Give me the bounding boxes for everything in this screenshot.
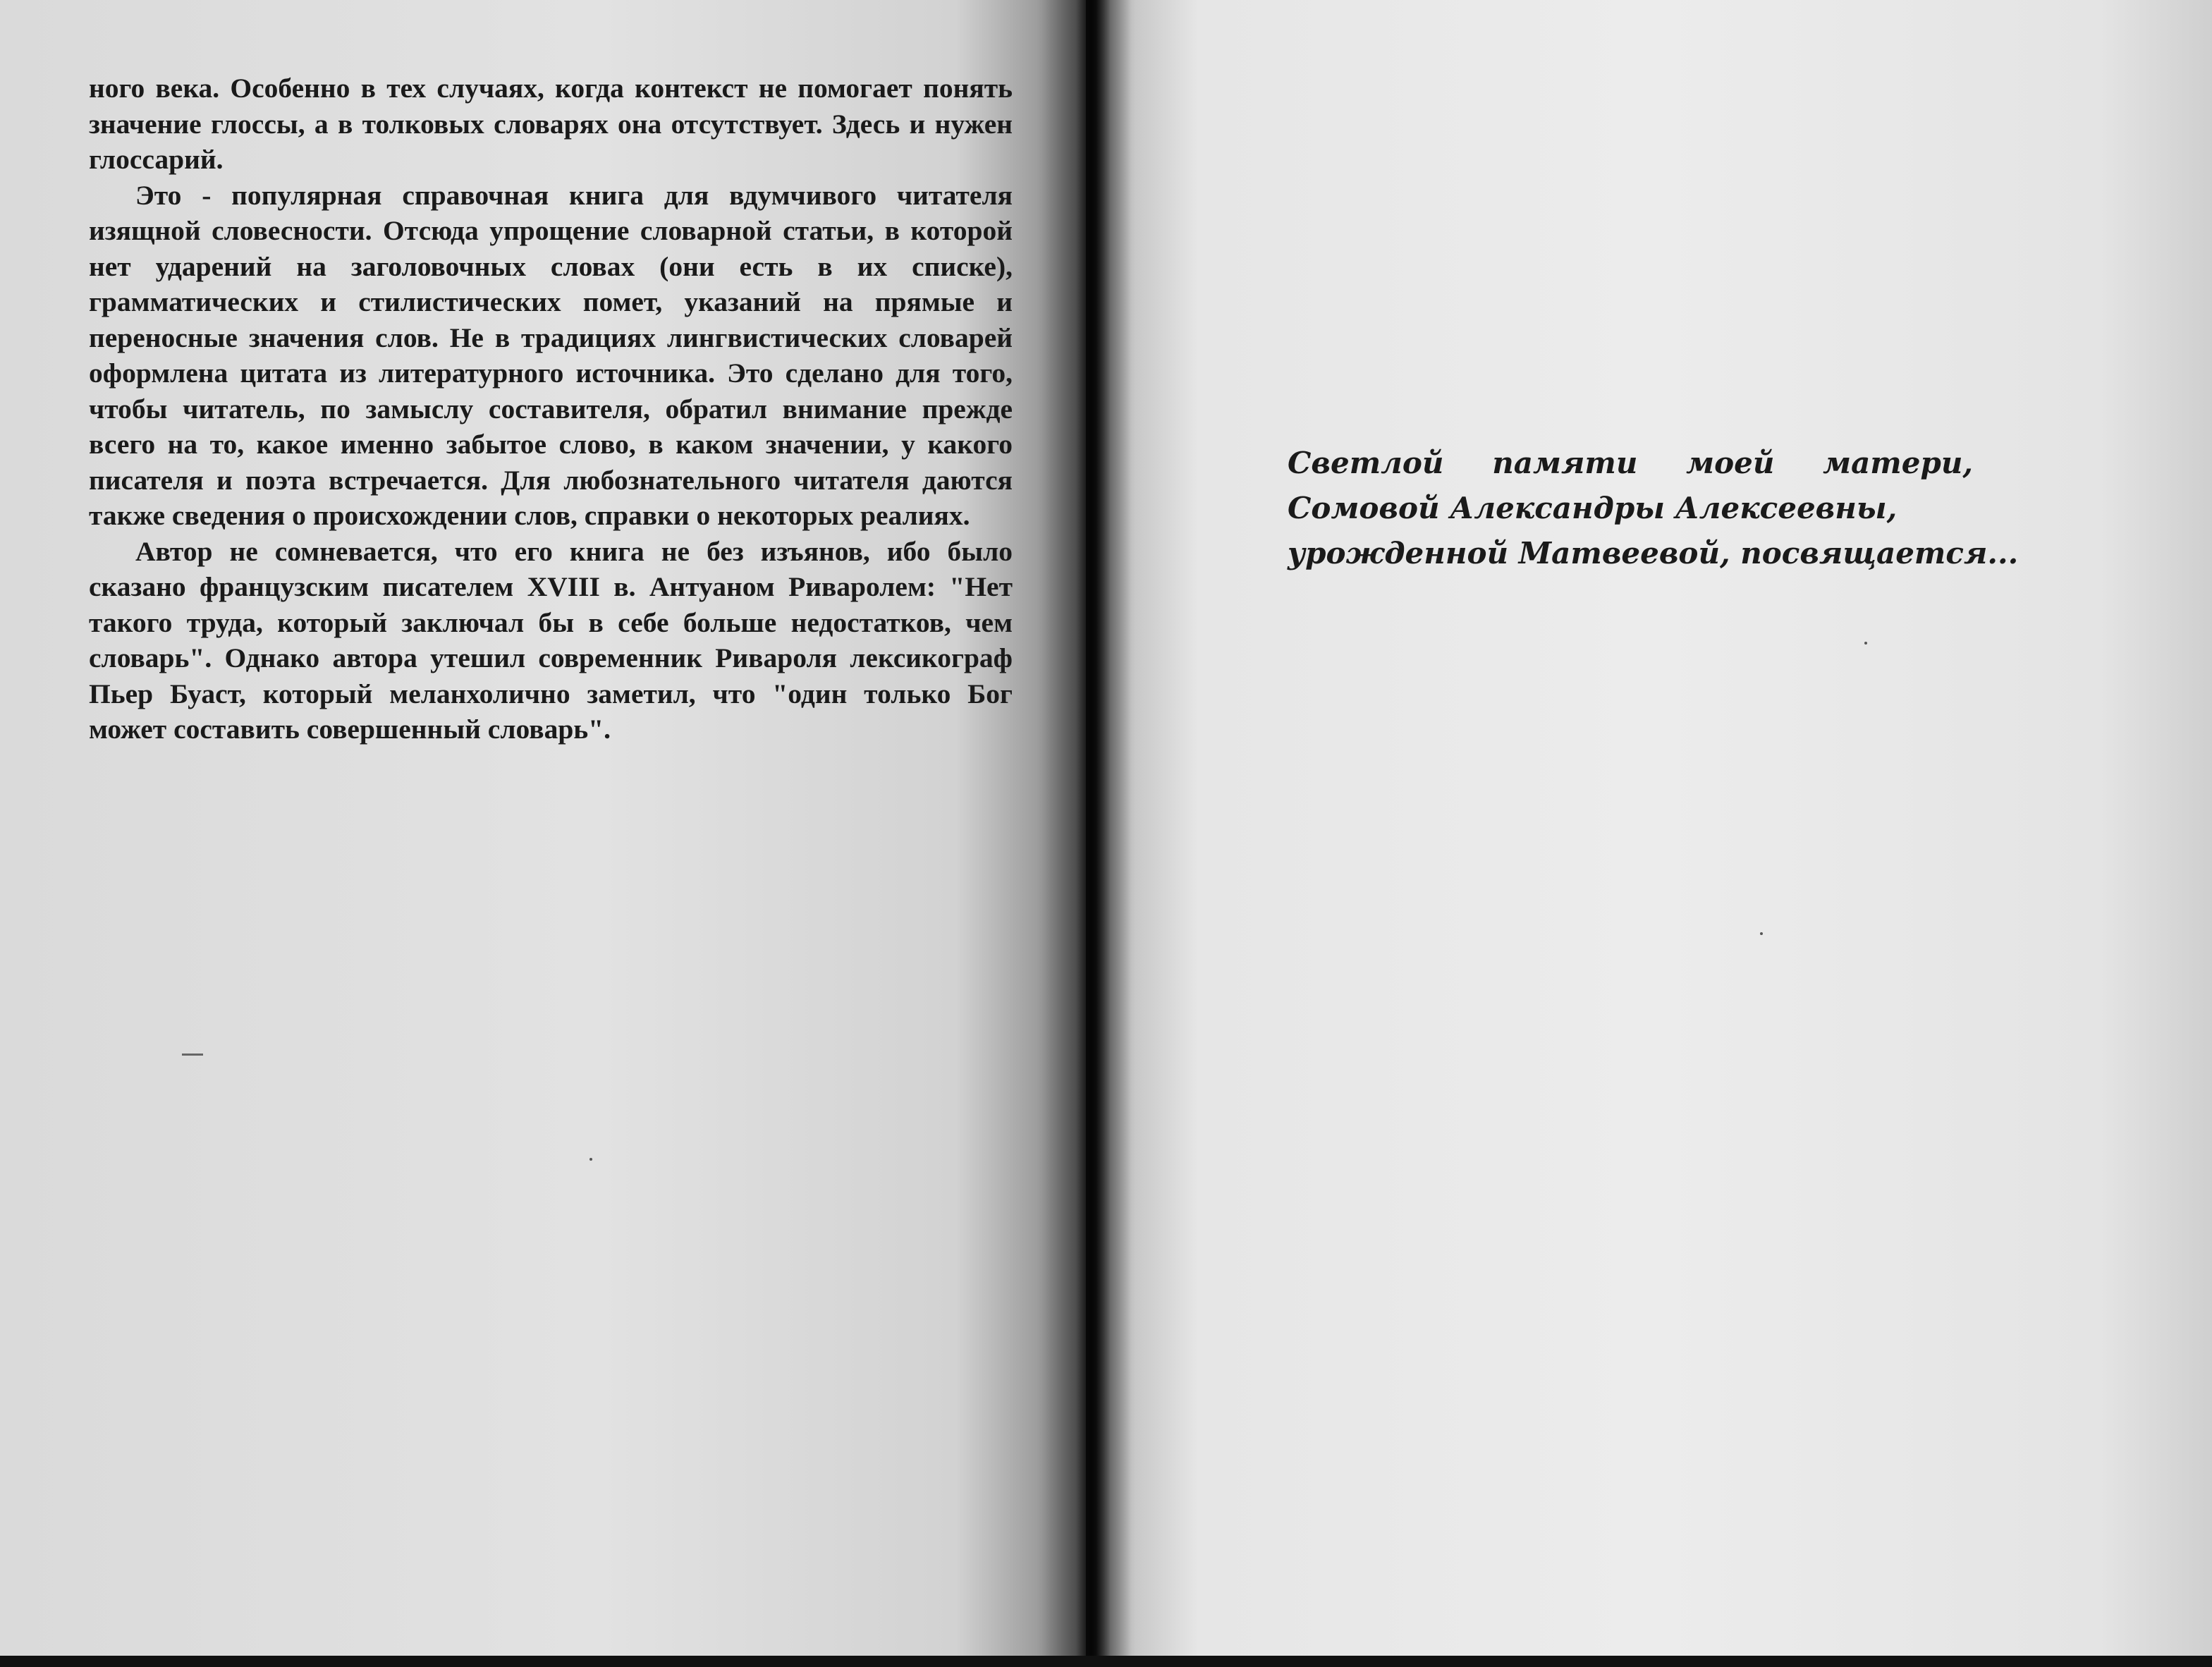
book-gutter: [1037, 0, 1135, 1657]
right-page: [1086, 0, 2212, 1657]
scan-speck: [1760, 932, 1763, 935]
left-page: [0, 0, 1086, 1657]
dedication-word: Светлой: [1288, 446, 1444, 480]
dedication-word: матери,: [1823, 446, 1973, 480]
dedication-line-2: Сомовой Александры Алексеевны,: [1288, 491, 1898, 525]
paragraph-2: Это - популярная справочная книга для вдумчивого читателя изящной словесности. Отсюда упрощение словарной статьи, в которой нет ударений на заголовочных словах (они есть в их списке), грамматических и стилистических помет, указаний на прямые и переносные значения слов. Не в традициях лингвистических словарей оформлена цитата из литературного источника. Это сделано для того, чтобы читатель, по замыслу составителя, обратил внимание прежде всего на то, какое именно забытое слово, в каком значении, у какого писателя и поэта встречается. Для любознательного читателя даются также сведения о происхождении слов, справки о некоторых реалиях.: [89, 179, 1013, 531]
dedication-word: памяти: [1492, 446, 1638, 480]
dedication-line-1: [1288, 441, 1973, 486]
paragraph-1: ного века. Особенно в тех случаях, когда контекст не помогает понять значение глоссы, а в толковых словарях она отсутствует. Здесь и нужен глоссарий.: [89, 73, 1013, 175]
scan-mark: [182, 1054, 203, 1056]
dedication-word: моей: [1686, 446, 1775, 480]
preface-text: [89, 71, 1013, 747]
scan-bottom-edge: [0, 1656, 2212, 1667]
dedication-line-3: урожденной Матвеевой, посвящается...: [1288, 536, 2019, 570]
scan-speck: [1864, 642, 1867, 645]
paragraph-3: Автор не сомневается, что его книга не без изъянов, ибо было сказано французским писателем XVIII в. Антуаном Риваролем: "Нет такого труда, который заключал бы в себе больше недостатков, чем словарь". Однако автора утешил современник Ривароля лексикограф Пьер Буаст, который меланхолично заметил, что "один только Бог может составить совершенный словарь".: [89, 535, 1013, 745]
dedication: [1288, 441, 2019, 576]
scan-speck: [589, 1158, 592, 1161]
